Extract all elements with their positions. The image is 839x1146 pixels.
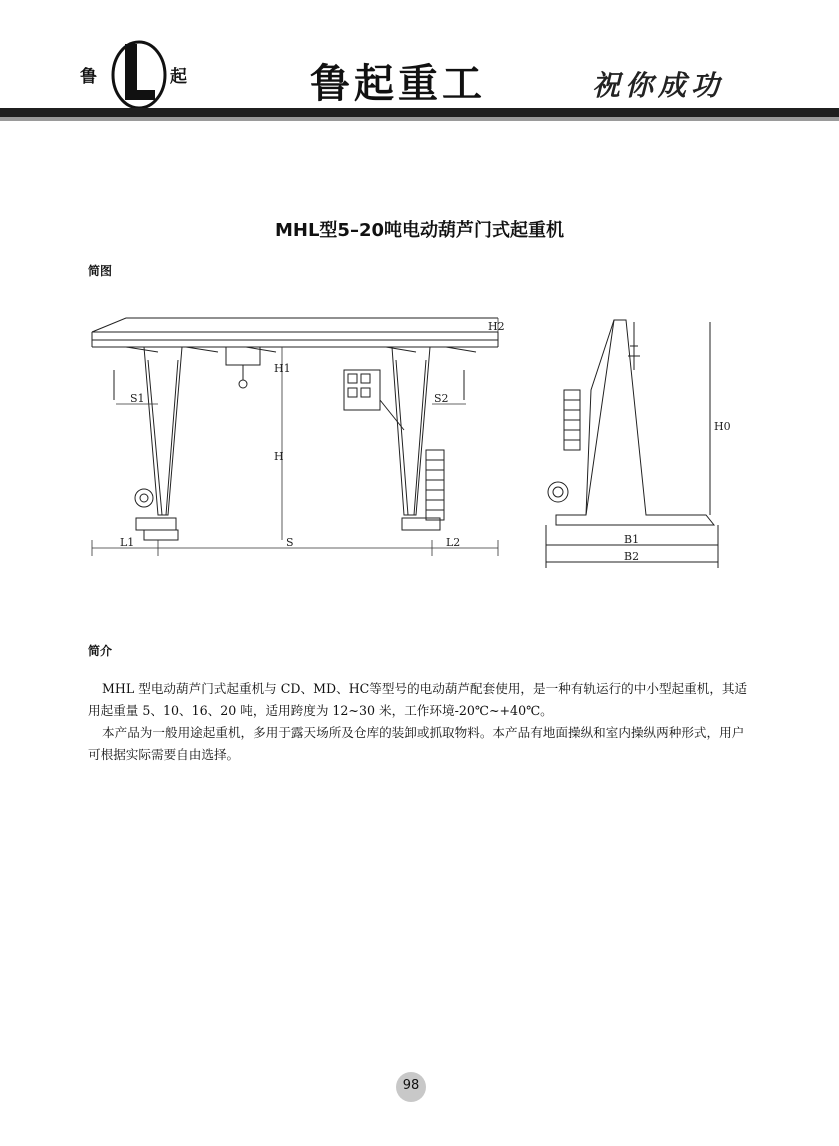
company-logo [60,34,210,114]
dim-label-l2: L2 [446,536,461,549]
dim-label-h: H [274,450,284,463]
dim-label-h2: H2 [488,320,505,333]
dim-label-s1: S1 [130,392,145,405]
intro-paragraph-1: MHL 型电动葫芦门式起重机与 CD、MD、HC等型号的电动葫芦配套使用，是一种有轨运行的中小型起重机，其适用起重量 5、10、16、20 吨，适用跨度为 12~30 米，工作环境-20℃~+40℃。 [88,681,748,718]
dim-label-s: S [286,536,294,549]
slogan: 祝你成功 [592,69,725,102]
crane-diagram [86,300,736,580]
logo-text-left: 鲁 [80,67,97,87]
logo-l-mark [110,38,168,112]
page-number-badge [396,1072,426,1102]
end-view [546,320,718,568]
main-girder [92,318,498,352]
intro-paragraph-2: 本产品为一般用途起重机，多用于露天场所及仓库的装卸或抓取物料。本产品有地面操纵和室内操纵两种形式，用户可根据实际需要自由选择。 [88,725,745,762]
dim-label-h1: H1 [274,362,291,375]
page-header [0,0,839,120]
page-number: 98 [402,1078,420,1093]
intro-section-label: 简介 [88,644,113,658]
header-divider-shadow [0,117,839,121]
dim-label-h0: H0 [714,420,731,433]
dim-label-s2: S2 [434,392,449,405]
dim-label-b2: B2 [624,550,640,563]
brand-name: 鲁起重工 [310,60,486,107]
logo-text-right: 起 [170,67,187,87]
diagram-section-label: 简图 [88,264,113,278]
page-title: MHL型5–20吨电动葫芦门式起重机 [274,220,565,241]
operator-cab [344,370,404,430]
left-leg [135,347,182,540]
dim-label-b1: B1 [624,533,640,546]
dim-label-l1: L1 [120,536,135,549]
header-divider [0,108,839,117]
right-leg [392,347,444,530]
